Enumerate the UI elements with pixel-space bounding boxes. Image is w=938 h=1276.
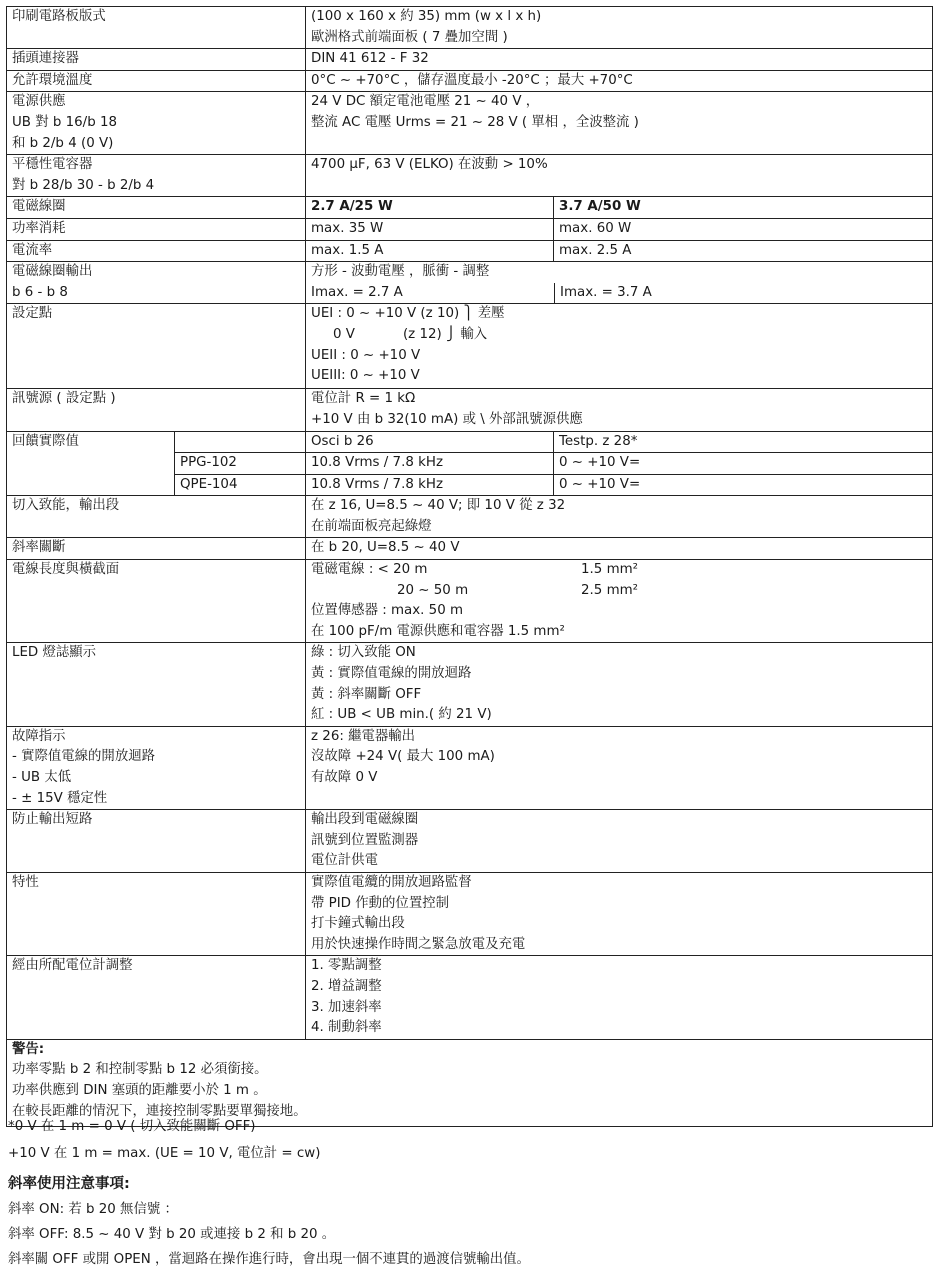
short-value-2: 訊號到位置監測器 bbox=[311, 832, 419, 848]
fault-label-4: - ± 15V 穩定性 bbox=[12, 790, 108, 806]
row-features bbox=[7, 872, 933, 955]
fault-label-1: 故障指示 bbox=[12, 728, 66, 744]
row-current bbox=[7, 240, 933, 262]
cable-label: 電線長度與橫截面 bbox=[7, 560, 306, 643]
note-max: +10 V 在 1 m = max. (UE = 10 V, 電位計 = cw) bbox=[8, 1146, 321, 1161]
led-green: 綠 : 切入致能 ON bbox=[311, 645, 416, 661]
feedback-qpe-name: QPE-104 bbox=[175, 474, 306, 496]
coil-out-label-1: 電磁線圈輸出 bbox=[12, 264, 93, 280]
ramp-note-open: 斜率關 OFF 或開 OPEN ，當迴路在操作進行時，會出現一個不連貫的過渡信號輸出值。 bbox=[8, 1252, 530, 1267]
power-value-2: 整流 AC 電壓 Urms = 21 ~ 28 V ( 單相 ，全波整流 ) bbox=[311, 114, 639, 130]
row-led bbox=[7, 643, 933, 726]
coil-out-label-2: b 6 - b 8 bbox=[12, 284, 68, 300]
setpoint-diff: 差壓 bbox=[477, 306, 505, 322]
led-yellow-2: 黃 : 斜率關斷 OFF bbox=[311, 686, 422, 702]
adjust-label: 經由所配電位計調整 bbox=[7, 956, 306, 1039]
current-a: max. 1.5 A bbox=[306, 240, 554, 262]
features-value bbox=[306, 872, 933, 955]
ramp-off-value: 在 b 20, U=8.5 ~ 40 V bbox=[306, 538, 933, 560]
setpoint-z12: (z 12) bbox=[402, 326, 442, 342]
coil-out-label bbox=[7, 262, 306, 304]
cable-sensor: 位置傳感器 : max. 50 m bbox=[311, 603, 464, 619]
coil-out-a: Imax. = 2.7 A bbox=[306, 283, 555, 304]
row-ramp-off bbox=[7, 538, 933, 560]
row-enable bbox=[7, 496, 933, 538]
setpoint-ue2: UEII : 0 ~ +10 V bbox=[311, 347, 421, 363]
coil-out-type: 方形 - 波動電壓 ，脈衝 - 調整 bbox=[311, 264, 490, 280]
cable-line-2 bbox=[311, 581, 927, 602]
feedback-ppg-a: 10.8 Vrms / 7.8 kHz bbox=[306, 453, 554, 475]
pcb-label: 印刷電路板版式 bbox=[7, 7, 306, 49]
brace-icon: ⎫ bbox=[463, 306, 474, 322]
setpoint-0v: 0 V bbox=[333, 326, 355, 342]
power-loss-a: max. 35 W bbox=[306, 218, 554, 240]
power-value bbox=[306, 92, 933, 155]
feedback-label: 回饋實際值 bbox=[7, 431, 175, 496]
capacitor-label-2: 對 b 28/b 30 - b 2/b 4 bbox=[12, 177, 155, 193]
row-cable bbox=[7, 560, 933, 643]
cable-line-1 bbox=[311, 560, 927, 581]
ramp-notes-title: 斜率使用注意事項: bbox=[8, 1176, 130, 1192]
fault-value-2: 沒故障 +24 V( 最大 100 mA) bbox=[311, 749, 495, 765]
fault-value bbox=[306, 726, 933, 809]
row-capacitor bbox=[7, 155, 933, 197]
adjust-value bbox=[306, 956, 933, 1039]
coil-out-value bbox=[306, 262, 933, 304]
feedback-qpe-a: 10.8 Vrms / 7.8 kHz bbox=[306, 474, 554, 496]
signal-label: 訊號源 ( 設定點 ) bbox=[7, 389, 306, 431]
cable-coil-long-area: 2.5 mm² bbox=[581, 582, 639, 598]
coil-b: 3.7 A/50 W bbox=[554, 197, 933, 219]
row-connector bbox=[7, 49, 933, 71]
feedback-ppg-b: 0 ~ +10 V= bbox=[554, 453, 933, 475]
cable-coil-short-area: 1.5 mm² bbox=[581, 562, 639, 578]
setpoint-ue1: UEI : 0 ~ +10 V (z 10) bbox=[311, 306, 460, 322]
row-power-loss bbox=[7, 218, 933, 240]
row-fault bbox=[7, 726, 933, 809]
warning-line-3: 在較長距離的情況下，連接控制零點要單獨接地。 bbox=[12, 1103, 307, 1119]
power-label bbox=[7, 92, 306, 155]
row-coil-out bbox=[7, 262, 933, 304]
note-zero: *0 V 在 1 m = 0 V ( 切入致能關斷 OFF) bbox=[8, 1119, 256, 1134]
led-value bbox=[306, 643, 933, 726]
enable-value-1: 在 z 16, U=8.5 ~ 40 V; 即 10 V 從 z 32 bbox=[311, 498, 566, 514]
fault-value-1: z 26: 繼電器輸出 bbox=[311, 728, 416, 744]
enable-value bbox=[306, 496, 933, 538]
spec-table bbox=[6, 6, 933, 1127]
led-red: 紅 : UB < UB min.( 約 21 V) bbox=[311, 707, 492, 723]
short-value-1: 輸出段到電磁線圈 bbox=[311, 812, 419, 828]
power-loss-b: max. 60 W bbox=[554, 218, 933, 240]
cable-power: 在 100 pF/m 電源供應和電容器 1.5 mm² bbox=[311, 623, 565, 639]
short-value-3: 電位計供電 bbox=[311, 853, 378, 869]
short-value bbox=[306, 810, 933, 873]
row-short bbox=[7, 810, 933, 873]
row-feedback-head bbox=[7, 431, 933, 453]
fault-value-3: 有故障 0 V bbox=[311, 770, 378, 785]
enable-label: 切入致能，輸出段 bbox=[7, 496, 306, 538]
pcb-value bbox=[306, 7, 933, 49]
setpoint-input: 輸入 bbox=[460, 326, 488, 342]
row-ambient bbox=[7, 70, 933, 92]
row-setpoint bbox=[7, 304, 933, 389]
power-loss-label: 功率消耗 bbox=[7, 218, 306, 240]
setpoint-line-2 bbox=[311, 325, 927, 346]
signal-value-2: +10 V 由 b 32(10 mA) 或 \ 外部訊號源供應 bbox=[311, 411, 583, 427]
features-label: 特性 bbox=[7, 872, 306, 955]
ramp-off-label: 斜率關斷 bbox=[7, 538, 306, 560]
feedback-blank bbox=[175, 431, 306, 453]
led-label: LED 燈誌顯示 bbox=[7, 643, 306, 726]
warning-box bbox=[7, 1039, 933, 1126]
warning-title: 警告: bbox=[12, 1041, 45, 1057]
ramp-note-on: 斜率 ON: 若 b 20 無信號 ： bbox=[8, 1202, 178, 1217]
coil-label: 電磁線圈 bbox=[7, 197, 306, 219]
ambient-value: 0°C ~ +70°C ，儲存溫度最小 -20°C ；最大 +70°C bbox=[306, 70, 933, 92]
signal-value bbox=[306, 389, 933, 431]
capacitor-label bbox=[7, 155, 306, 197]
current-b: max. 2.5 A bbox=[554, 240, 933, 262]
warning-line-2: 功率供應到 DIN 塞頭的距離要小於 1 m 。 bbox=[12, 1082, 267, 1098]
power-label-1: 電源供應 bbox=[12, 94, 66, 110]
cable-value bbox=[306, 560, 933, 643]
power-value-1: 24 V DC 額定電池電壓 21 ~ 40 V ， bbox=[311, 94, 540, 110]
signal-value-1: 電位計 R = 1 kΩ bbox=[311, 391, 416, 407]
power-label-2: UB 對 b 16/b 18 bbox=[12, 114, 117, 130]
ramp-note-off: 斜率 OFF: 8.5 ~ 40 V 對 b 20 或連接 b 2 和 b 20 。 bbox=[8, 1227, 336, 1242]
feedback-h1: Osci b 26 bbox=[306, 431, 554, 453]
fault-label bbox=[7, 726, 306, 809]
adjust-value-4: 4. 制動斜率 bbox=[311, 1020, 382, 1036]
current-label: 電流率 bbox=[7, 240, 306, 262]
fault-label-2: - 實際值電線的開放迴路 bbox=[12, 749, 155, 765]
connector-value: DIN 41 612 - F 32 bbox=[306, 49, 933, 71]
setpoint-value bbox=[306, 304, 933, 389]
feedback-qpe-b: 0 ~ +10 V= bbox=[554, 474, 933, 496]
setpoint-line-1 bbox=[311, 304, 927, 325]
features-value-3: 打卡鐘式輸出段 bbox=[311, 916, 405, 932]
features-value-1: 實際值電纜的開放迴路監督 bbox=[311, 874, 472, 890]
adjust-value-2: 2. 增益調整 bbox=[311, 978, 382, 994]
coil-out-b: Imax. = 3.7 A bbox=[560, 284, 652, 300]
feedback-h2: Testp. z 28* bbox=[554, 431, 933, 453]
adjust-value-3: 3. 加速斜率 bbox=[311, 999, 382, 1015]
pcb-format: 歐洲格式前端面板 ( 7 疊加空間 ) bbox=[311, 29, 508, 45]
brace-icon: ⎭ bbox=[446, 326, 457, 342]
features-value-4: 用於快速操作時間之緊急放電及充電 bbox=[311, 936, 526, 952]
led-yellow-1: 黃 : 實際值電線的開放迴路 bbox=[311, 666, 472, 682]
row-warning bbox=[7, 1039, 933, 1126]
row-signal bbox=[7, 389, 933, 431]
row-power bbox=[7, 92, 933, 155]
capacitor-value: 4700 µF, 63 V (ELKO) 在波動 > 10% bbox=[306, 155, 933, 197]
row-pcb bbox=[7, 7, 933, 49]
cable-coil-long: 20 ~ 50 m bbox=[397, 582, 469, 598]
setpoint-ue3: UEIII: 0 ~ +10 V bbox=[311, 368, 420, 384]
row-coil bbox=[7, 197, 933, 219]
features-value-2: 帶 PID 作動的位置控制 bbox=[311, 895, 449, 911]
power-label-3: 和 b 2/b 4 (0 V) bbox=[12, 135, 114, 151]
coil-a: 2.7 A/25 W bbox=[306, 197, 554, 219]
enable-value-2: 在前端面板亮起綠燈 bbox=[311, 518, 432, 534]
capacitor-label-1: 平穩性電容器 bbox=[12, 157, 93, 173]
feedback-ppg-name: PPG-102 bbox=[175, 453, 306, 475]
ambient-label: 允許環境溫度 bbox=[7, 70, 306, 92]
warning-line-1: 功率零點 b 2 和控制零點 b 12 必須銜接。 bbox=[12, 1062, 268, 1078]
connector-label: 插頭連接器 bbox=[7, 49, 306, 71]
cable-coil-short: 電磁電線 : < 20 m bbox=[311, 562, 428, 578]
adjust-value-1: 1. 零點調整 bbox=[311, 958, 382, 974]
setpoint-label: 設定點 bbox=[7, 304, 306, 389]
pcb-dimensions: (100 x 160 x 約 35) mm (w x l x h) bbox=[311, 9, 542, 24]
fault-label-3: - UB 太低 bbox=[12, 770, 72, 785]
row-adjust bbox=[7, 956, 933, 1039]
short-label: 防止輸出短路 bbox=[7, 810, 306, 873]
